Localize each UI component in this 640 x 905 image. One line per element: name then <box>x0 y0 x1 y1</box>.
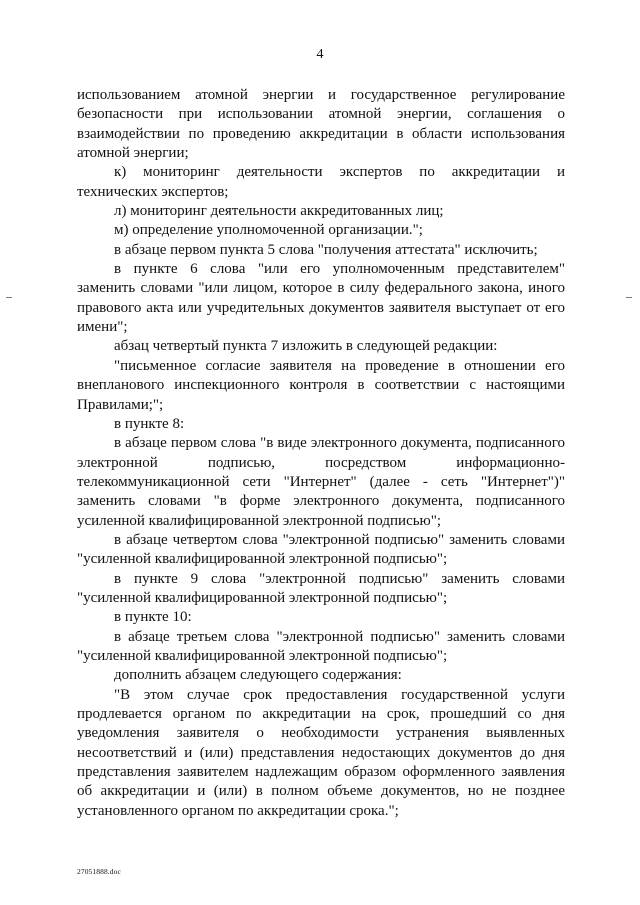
margin-tick-mark <box>6 297 12 298</box>
paragraph: в пункте 6 слова "или его уполномоченным представителем" заменить словами "или лицом, которое в силу федерального закона, иного правового акта или учредительных документов заявителя выступает от его имени"; <box>77 261 565 336</box>
paragraph: дополнить абзацем следующего содержания: <box>114 667 402 684</box>
margin-tick-mark <box>626 297 632 298</box>
paragraph: "В этом случае срок предоставления государственной услуги продлевается органом по аккредитации на срок, прошедший со дня уведомления заявителя о необходимости устранения выявленных несоответствий и (или) представления недостающих документов до дня представления заявителем надлежащим образом оформленного заявления об аккредитации и (или) в полном объеме документов, но не позднее установленного органом по аккредитации срока."; <box>77 686 565 819</box>
paragraph: "письменное согласие заявителя на проведение в отношении его внепланового инспекционного контроля в соответствии с настоящими Правилами;"; <box>77 357 565 413</box>
document-body <box>77 86 565 821</box>
page-number: 4 <box>316 47 324 62</box>
paragraph: в абзаце первом слова "в виде электронного документа, подписанного электронной подписью, посредством информационно-телекоммуникационной сети "Интернет" (далее - сеть "Интернет")" заменить словами "в форме электронного документа, подписанного усиленной квалифицированной электронной подписью"; <box>77 435 565 529</box>
paragraph: в абзаце первом пункта 5 слова "получения аттестата" исключить; <box>114 241 538 258</box>
paragraph: л) мониторинг деятельности аккредитованных лиц; <box>114 203 444 220</box>
paragraph: м) определение уполномоченной организации."; <box>114 222 423 239</box>
footer-filename: 27051888.doc <box>77 867 121 876</box>
paragraph: в пункте 9 слова "электронной подписью" заменить словами "усиленной квалифицированной электронной подписью"; <box>77 570 565 606</box>
paragraph: абзац четвертый пункта 7 изложить в следующей редакции: <box>114 338 498 355</box>
paragraph: в пункте 10: <box>114 609 192 626</box>
paragraph: в абзаце третьем слова "электронной подписью" заменить словами "усиленной квалифицированной электронной подписью"; <box>77 628 565 664</box>
paragraph: использованием атомной энергии и государственное регулирование безопасности при использовании атомной энергии, соглашения о взаимодействии по проведению аккредитации в области использования атомной энергии; <box>77 87 565 162</box>
paragraph: к) мониторинг деятельности экспертов по аккредитации и технических экспертов; <box>77 164 565 200</box>
paragraph: в пункте 8: <box>114 415 185 432</box>
paragraph: в абзаце четвертом слова "электронной подписью" заменить словами "усиленной квалифицированной электронной подписью"; <box>77 531 565 568</box>
